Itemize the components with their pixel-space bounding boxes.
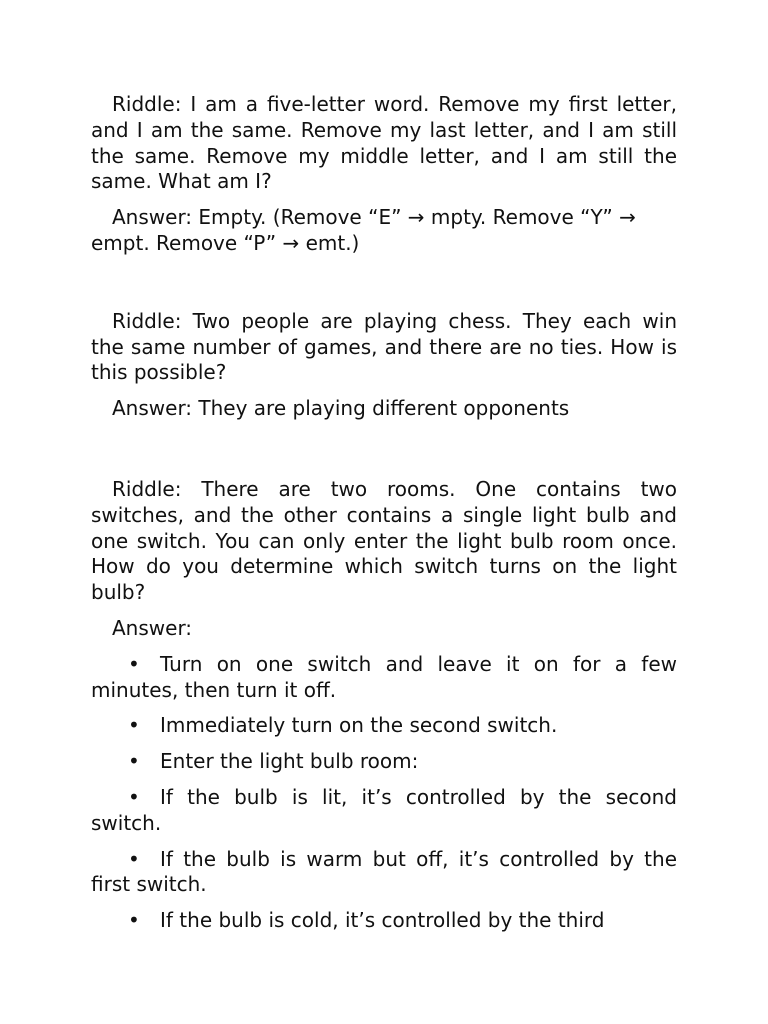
list-item-text: If the bulb is cold, it’s controlled by the third — [160, 908, 605, 933]
list-item-text: Immediately turn on the second switch. — [160, 713, 558, 738]
list-item-text: If the bulb is lit, it’s controlled by the second switch. — [91, 784, 677, 835]
section-spacer — [91, 267, 677, 309]
riddle-1-question: Riddle: I am a five-letter word. Remove my first letter, and I am the same. Remove my last letter, and I am still the same. Remove my middle letter, and I am still the same. What am I? — [91, 92, 677, 194]
bullet-icon: • — [128, 651, 140, 676]
riddle-2-answer: Answer: They are playing different opponents — [112, 396, 570, 421]
bullet-icon: • — [128, 784, 140, 809]
bullet-icon: • — [128, 749, 140, 774]
section-spacer — [91, 432, 677, 477]
riddle-2-question: Riddle: Two people are playing chess. They each win the same number of games, and there are no ties. How is this possible? — [91, 308, 677, 385]
list-item — [91, 652, 677, 704]
riddle-3-question: Riddle: There are two rooms. One contains two switches, and the other contains a single light bulb and one switch. You can only enter the light bulb room once. How do you determine which switch turns on the light bulb? — [91, 476, 677, 605]
bullet-icon: • — [128, 846, 140, 871]
list-item — [91, 847, 677, 899]
list-item — [91, 908, 677, 934]
bullet-icon: • — [128, 908, 140, 933]
document-page — [91, 92, 677, 944]
bullet-icon: • — [128, 713, 140, 738]
list-item-text: Enter the light bulb room: — [160, 749, 419, 774]
list-item — [91, 749, 677, 775]
riddle-1-answer: Answer: Empty. (Remove “E” → mpty. Remove “Y” → empt. Remove “P” → emt.) — [91, 205, 636, 255]
list-item-text: If the bulb is warm but off, it’s controlled by the first switch. — [91, 846, 677, 897]
list-item — [91, 713, 677, 739]
list-item — [91, 785, 677, 837]
list-item-text: Turn on one switch and leave it on for a few minutes, then turn it off. — [91, 651, 677, 702]
riddle-3-answer: Answer: — [112, 615, 193, 640]
